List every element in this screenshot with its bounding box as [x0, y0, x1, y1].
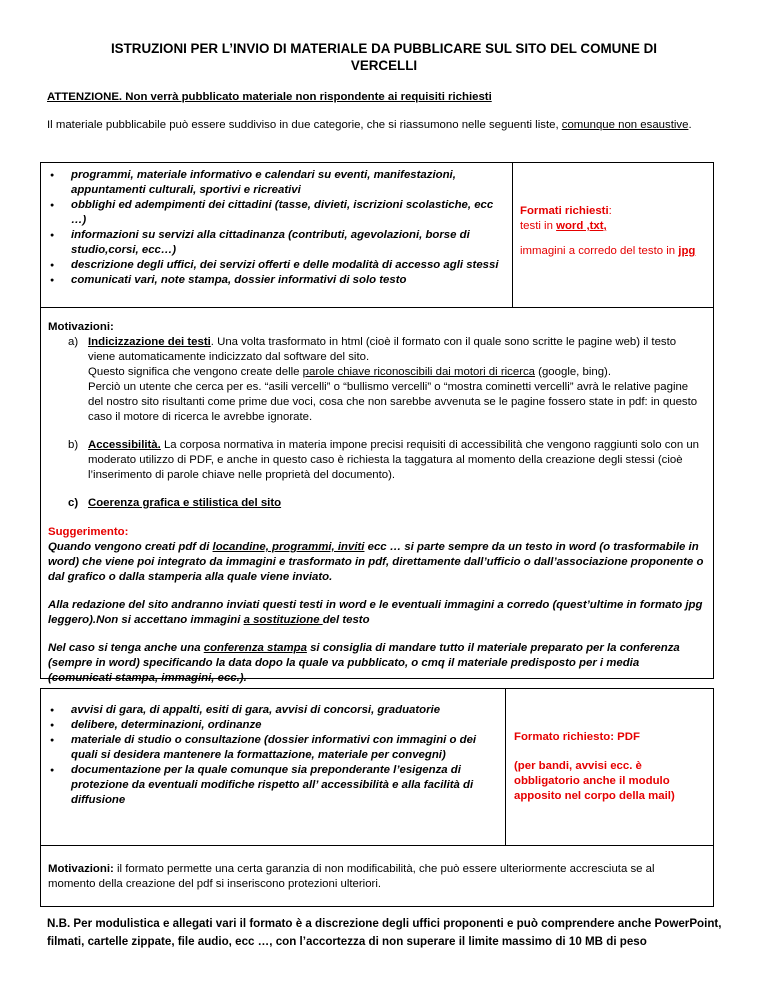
- suggestion-p3-a: Nel caso si tenga anche una: [48, 642, 204, 654]
- motivation-a-title: Indicizzazione dei testi: [88, 336, 211, 348]
- formats-label-text: Formati richiesti: [520, 205, 609, 217]
- motivation-c: [48, 496, 705, 511]
- motivations-label: [48, 320, 705, 335]
- motivation-b-letter: b): [68, 439, 79, 451]
- suggestion-p1: [48, 540, 705, 585]
- motivations2-label: Motivazioni:: [48, 863, 114, 875]
- format-note-text: (per bandi, avvisi ecc. è obbligatorio anche il modulo apposito nel corpo della mail): [514, 760, 675, 802]
- list-item: ● avvisi di gara, di appalti, esiti di gara, avvisi di concorsi, graduatorie: [71, 703, 499, 718]
- formats-text-pre: testi in: [520, 220, 557, 232]
- motivation-a-text2-post: (google, bing).: [535, 366, 612, 378]
- motivation-b-title: Accessibilità.: [88, 439, 161, 451]
- footnote: N.B. Per modulistica e allegati vari il formato è a discrezione degli uffici proponenti e può comprendere anche PowerPoint, filmati, cartelle zippate, file audio, ecc …, con l’accortezza di non superare il limite massimo di 10 MB di peso: [47, 917, 722, 948]
- suggestion-label: [48, 525, 705, 540]
- list-item: ● comunicati vari, note stampa, dossier informativi di solo testo: [71, 273, 506, 288]
- suggestion-p3-link: conferenza stampa: [203, 642, 307, 654]
- motivations-label-text: Motivazioni:: [48, 321, 114, 333]
- format-note: [514, 759, 705, 804]
- motivation-c-title: Coerenza grafica e stilistica del sito: [88, 497, 282, 509]
- motivations2-paragraph: [48, 862, 705, 892]
- formats-text-bold: word ,txt,: [556, 220, 607, 232]
- attention-notice: ATTENZIONE. Non verrà pubblicato materiale non rispondente ai requisiti richiesti: [47, 91, 492, 103]
- suggestion-label-text: Suggerimento:: [48, 526, 129, 538]
- motivations2-text: il formato permette una certa garanzia di non modificabilità, che può essere ulteriormente accresciuta se al momento della creazione del pdf si inseriscono protezioni ulteriori.: [48, 863, 655, 890]
- suggestion-p2-link: a sostituzione: [243, 614, 323, 626]
- intro-paragraph: [47, 118, 733, 133]
- list-item: ● documentazione per la quale comunque sia preponderante l’esigenza di protezione da eventuali modifiche rispetto all’ accessibilità e alla facilità di diffusione: [71, 763, 499, 808]
- list-item: ● obblighi ed adempimenti dei cittadini (tasse, divieti, iscrizioni scolastiche, ecc …): [71, 198, 506, 228]
- motivation-a-keywords: [48, 365, 705, 380]
- suggestion-p2: [48, 598, 705, 628]
- title-line-2: VERCELLI: [350, 58, 418, 73]
- format-title-text: Formato richiesto: PDF: [514, 731, 640, 743]
- motivation-b-text: La corposa normativa in materia impone precisi requisiti di accessibilità che vengono raggiunti solo con un moderato utilizzo di PDF, e anche in questo caso è richiesta la taggatura al momento della creazione degli stessi (cioè l’inserimento di parole chiave nelle proprietà del documento).: [88, 439, 699, 481]
- motivation-a-letter: a): [68, 336, 79, 348]
- list-item: ● descrizione degli uffici, dei servizi offerti e delle modalità di accesso agli stessi: [71, 258, 506, 273]
- suggestion-p3-b: si consiglia di mandare tutto il materiale preparato per la conferenza (sempre in word) specificando la data dopo la quale va pubblicato, o cmq il materiale predisposto per i media (comunicati stampa, immagini, ecc.).: [48, 642, 680, 684]
- motivation-b: [48, 438, 705, 483]
- list-item: ● informazioni su servizi alla cittadinanza (contributi, agevolazioni, borse di studio,corsi, ecc…): [71, 228, 506, 258]
- intro-text: Il materiale pubblicabile può essere suddiviso in due categorie, che si riassumono nelle seguenti liste,: [47, 119, 562, 131]
- intro-underlined: comunque non esaustive: [561, 119, 689, 131]
- suggestion-p1-link: locandine, programmi, inviti: [212, 541, 365, 553]
- section2-format-box: [505, 688, 714, 846]
- intro-end: .: [688, 119, 692, 131]
- motivation-a-keywords-link: parole chiave riconoscibili dai motori di ricerca: [302, 366, 536, 378]
- list-item: ● materiale di studio o consultazione (dossier informativi con immagini o dei quali si desidera mantenere la formattazione, materiale per convegni): [71, 733, 499, 763]
- motivation-a: [48, 335, 705, 365]
- document-title: [40, 40, 728, 74]
- title-line-1: ISTRUZIONI PER L’INVIO DI MATERIALE DA PUBBLICARE SUL SITO DEL COMUNE DI: [110, 41, 658, 56]
- motivation-a-text2-pre: Questo significa che vengono create delle: [88, 366, 303, 378]
- section2-list: [47, 703, 499, 808]
- suggestion-p2-a: Alla redazione del sito andranno inviati questi testi in word e le eventuali immagini a corredo (quest’ultime in formato jpg leggero).Non si accettano immagini: [48, 599, 703, 626]
- formats-images-bold: jpg: [678, 245, 696, 257]
- list-item: ● delibere, determinazioni, ordinanze: [71, 718, 499, 733]
- formats-label: [520, 204, 707, 219]
- formats-images: [520, 244, 707, 259]
- suggestion-p3: [48, 641, 705, 686]
- section2-list-box: [40, 688, 506, 846]
- formats-label-colon: :: [608, 205, 612, 217]
- formats-text: [520, 219, 707, 234]
- suggestion-p1-a: Quando vengono creati pdf di: [48, 541, 213, 553]
- motivation-a-example: Perciò un utente che cerca per es. “asili vercelli” o “bullismo vercelli” o “mostra cominetti vercelli” avrà le relative pagine del nostro sito risultanti come prime due voci, cosa che non sarebbe avvenuta se le pagine fossero state in pdf: in questo caso il motore di ricerca le avrebbe ignorate.: [88, 381, 698, 423]
- motivation-a-text1: . Una volta trasformato in html (cioè il formato con il quale sono scritte le pagine web) il testo viene automaticamente indicizzato dal software del sito.: [88, 336, 677, 363]
- motivations2-box: [40, 845, 714, 907]
- suggestion-p2-b: del testo: [322, 614, 370, 626]
- section1-formats-box: [512, 162, 714, 308]
- list-item: ● programmi, materiale informativo e calendari su eventi, manifestazioni, appuntamenti culturali, sportivi e ricreativi: [71, 168, 506, 198]
- motivations-box: [40, 307, 714, 684]
- format-title: [514, 730, 705, 745]
- motivation-c-letter: c): [68, 497, 79, 509]
- formats-images-pre: immagini a corredo del testo in: [520, 245, 679, 257]
- suggestion-p1-b: ecc … si parte sempre da un testo in word (o trasformabile in word) che viene poi integrato da immagini e trasformato in pdf, direttamente dall’ufficio o dall’associazione proponente o dal grafico o dalla stamperia alla quale viene inviato.: [48, 541, 704, 583]
- section1-list: [47, 168, 506, 288]
- section1-list-box: [40, 162, 513, 308]
